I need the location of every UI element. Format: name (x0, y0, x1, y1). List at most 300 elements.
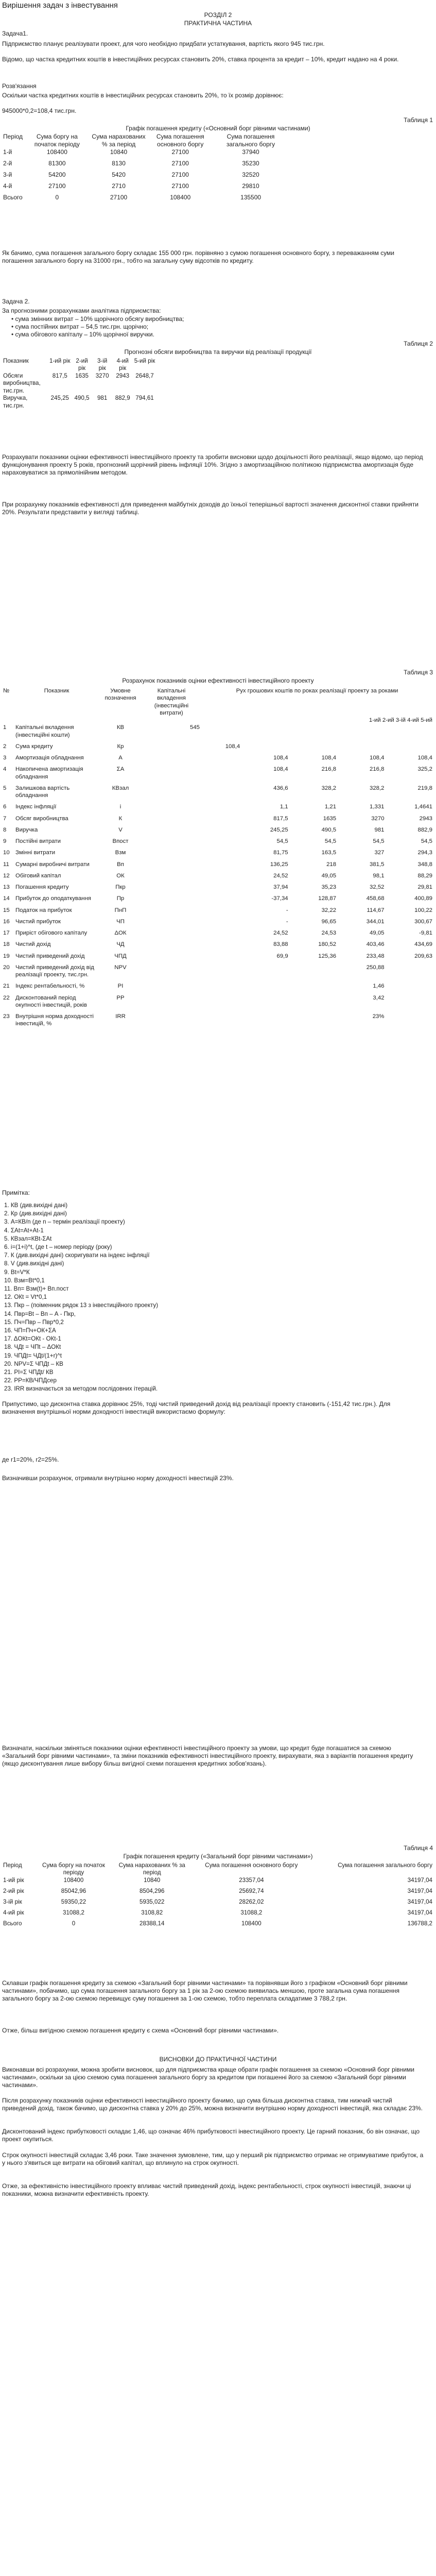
table-cell: 37940 (242, 148, 259, 156)
table2-header-cell: Показник (3, 358, 29, 364)
table-cell: 2943 (116, 372, 130, 379)
table-cell: 10840 (144, 1876, 161, 1884)
table-cell: Внутрішня норма доходності інвестицій, % (15, 1013, 94, 1027)
table-cell: Сумарні виробничі витрати (15, 861, 90, 868)
note-item: 4. ΣАt=Аt+Аt-1 (4, 1227, 44, 1234)
bullet-dot-icon: • (11, 331, 15, 338)
table-cell: 1,21 (324, 804, 337, 810)
table2-header-cell: 2-ий рік (76, 358, 88, 372)
table-cell: 1,46 (373, 983, 385, 990)
table-cell: Чистий прибуток (15, 918, 61, 925)
table-cell: 83,88 (273, 941, 288, 948)
table3-header-cell: Умовне позначення (104, 688, 136, 702)
table-cell (337, 724, 385, 743)
table-cell (201, 907, 241, 918)
table-cell: 108,4 (370, 755, 385, 761)
table2-caption: Таблиця 2 (404, 340, 433, 347)
table-cell (289, 743, 337, 754)
table1-row (2, 160, 290, 171)
table-cell (337, 743, 385, 754)
table3-row (2, 849, 433, 860)
table-cell (201, 872, 241, 884)
table3-year-header: 1-ий 2-ий 3-ій 4-ий 5-ий (369, 717, 432, 723)
table-cell: 35230 (242, 160, 259, 167)
table-cell: 1,4641 (414, 804, 432, 810)
table-cell (201, 826, 241, 838)
table1-header-cell: Сума нарахованих % за період (92, 133, 146, 148)
bullet-dot-icon: • (11, 315, 15, 323)
table-cell (142, 803, 201, 815)
table-cell: PI (117, 983, 124, 990)
table-cell: 5 (3, 785, 7, 791)
table3-row (2, 724, 433, 743)
note-item: 14. Пвр=Вt – Вп – А - Пкр, (4, 1310, 76, 1317)
table-cell: 1-ий рік (3, 1876, 24, 1884)
table-cell (142, 964, 201, 983)
notes-list (4, 1201, 158, 1394)
table-cell (241, 743, 289, 754)
table-cell (142, 785, 201, 804)
table-cell: 8504,296 (139, 1887, 165, 1894)
table-cell: Пкр (115, 884, 126, 890)
table-cell: 29810 (242, 182, 259, 190)
table3-header-cell: Показник (44, 688, 69, 694)
table-cell (201, 982, 241, 994)
table1-title: Графік погашення кредиту («Основний борг рівними частинами) (126, 125, 310, 132)
table-cell (142, 895, 201, 906)
table-cell: 81300 (48, 160, 66, 167)
table-cell (201, 724, 241, 743)
table-cell: 23357,04 (239, 1876, 264, 1884)
table2-header-row (2, 358, 156, 372)
table-cell: Виручка (15, 826, 38, 833)
table-cell: 11 (3, 861, 9, 868)
table-cell: Податок на прибуток (15, 907, 72, 913)
table-cell: 981 (374, 826, 385, 833)
table-cell: 54,5 (276, 838, 288, 844)
table-cell: 27100 (171, 160, 189, 167)
table-cell: Впост (112, 838, 129, 844)
table2-header-cell: 3-ій рік (97, 358, 108, 372)
table-cell: 294,3 (417, 850, 432, 856)
table-cell: ОК (116, 872, 125, 879)
table-cell (241, 724, 289, 743)
table1-row (2, 148, 290, 160)
table-cell (386, 982, 433, 994)
table-cell: 233,48 (366, 953, 385, 959)
table-cell: 136788,2 (407, 1920, 432, 1927)
table3-row (2, 994, 433, 1013)
table-cell: Капітальні вкладення (інвестиційні кошти) (15, 724, 74, 738)
table-cell: 3270 (95, 372, 109, 379)
table-cell: Індекс інфляції (15, 804, 57, 810)
table3-row (2, 964, 433, 983)
table-cell: Погашення кредиту (15, 884, 69, 890)
table3-header-row (2, 687, 433, 717)
table-cell (142, 815, 201, 826)
table-cell: 458,68 (366, 895, 385, 902)
table-cell (142, 1013, 201, 1032)
table-cell: 108400 (241, 1920, 261, 1927)
table-cell (289, 1013, 337, 1032)
table2-header-cell: 1-ий рік (49, 358, 71, 364)
table-cell: 32520 (242, 171, 259, 178)
table-cell: 10 (3, 850, 10, 856)
solution-text: Оскільки частка кредитних коштів в інвестиційних ресурсах становить 20%, то їх розмір дорівнює: (2, 92, 284, 99)
table1-row (2, 194, 290, 205)
table-cell: ΔОК (114, 930, 127, 936)
paragraph-irr-1: Припустимо, що дисконтна ставка дорівнює 25%, тоді чистий приведений дохід від реалізації проекту становить (-151,42 тис.грн.). Для визначення внутрішньої норми доходності інвестицій використаємо формулу: (2, 1400, 391, 1415)
table-cell: 245,25 (50, 395, 69, 402)
task2-intro: За прогнозними розрахунками аналітика підприємства: (2, 307, 161, 314)
table4-header-cell: Сума погашення загального боргу (338, 1862, 432, 1869)
table-cell: 9 (3, 838, 7, 844)
table-cell: 15 (3, 907, 10, 913)
table-cell: 23% (372, 1013, 385, 1020)
table-cell: Обіговий капітал (15, 872, 61, 879)
note-item: 16. ЧП=Пч+ОК+ΣА (4, 1327, 56, 1334)
conclusion-paragraph-4: Строк окупності інвестицій складає 3,46 роки. Таке значення зумовлене, тим, що у перший рік підприємство отримає не отримуватиме прибуток, а у нього з'явиться ще витрати на обіговий капітал, що вплинуло на строк окупності. (2, 2151, 424, 2166)
note-item: 18. ЧДt = ЧПt – ΔОКt (4, 1344, 61, 1351)
table-cell: 28262,02 (239, 1898, 264, 1905)
table-cell: Виручка, тис.грн. (3, 395, 28, 409)
note-item: 21. PI=Σ ЧПДt/ КВ (4, 1369, 54, 1376)
table-cell: 882,9 (115, 395, 130, 402)
table-cell (142, 826, 201, 838)
table-cell (386, 1013, 433, 1032)
table2 (2, 358, 156, 410)
task2-bullet-text: сума постійних витрат – 54,5 тис.грн. щорічно; (15, 323, 149, 330)
table3-row (2, 929, 433, 941)
irr-formula-line: де r1=20%, r2=25%. (2, 1456, 59, 1463)
table-cell: Приріст обігового капіталу (15, 930, 88, 936)
table3-row (2, 826, 433, 838)
table-cell: Чистий приведений дохід від реалізації проекту, тис.грн. (15, 964, 94, 978)
table3-header-cell: № (3, 688, 10, 694)
note-item: 9. Вt=V*К (4, 1268, 30, 1276)
table-cell: 436,6 (273, 785, 288, 791)
table-cell: 54,5 (373, 838, 385, 844)
table-cell: 163,5 (321, 850, 337, 856)
table4-header-row (2, 1862, 433, 1877)
table-cell: 108,4 (273, 766, 288, 773)
table-cell: 300,67 (414, 918, 432, 925)
table-cell: 209,63 (414, 953, 432, 959)
table-cell: 34197,04 (407, 1887, 432, 1894)
task1-text2: Відомо, що частка кредитних коштів в інвестиційних ресурсах становить 20%, ставка процента за кредит – 10%, кредит надано на 4 роки. (2, 56, 399, 63)
table-cell: 817,5 (52, 372, 67, 379)
table-cell (142, 838, 201, 849)
table-cell: 136,25 (270, 861, 288, 868)
table-cell: А (118, 755, 123, 761)
section-heading: РОЗДІЛ 2 (204, 11, 232, 19)
conclusion-paragraph-3: Дисконтований індекс прибутковості складає 1,46, що означає 46% прибутковості інвестиційного проекту. Це гарний показник, бо він означає, що проект окупиться. (2, 2128, 420, 2143)
table-cell: 27100 (48, 182, 66, 190)
task2-bullet-list (11, 315, 184, 338)
table3-title: Розрахунок показників оцінки ефективності інвестиційного проекту (122, 677, 314, 684)
table-cell: 100,22 (414, 907, 432, 913)
table-cell: 328,2 (370, 785, 385, 791)
table-cell (201, 895, 241, 906)
table-cell (386, 994, 433, 1013)
table-cell (142, 743, 201, 754)
table-cell: Амортизація обладнання (15, 755, 84, 761)
table-cell: Чистий дохід (15, 941, 51, 948)
table-cell: 25692,74 (239, 1887, 264, 1894)
table1-header-cell: Період (3, 133, 23, 140)
table-cell: 348,8 (417, 861, 432, 868)
table3-row (2, 895, 433, 906)
table-cell: 34197,04 (407, 1898, 432, 1905)
note-item: 3. А=КВ/n (де n – термін реалізації проекту) (4, 1218, 125, 1226)
table4 (2, 1862, 433, 1931)
table-cell: Всього (3, 194, 23, 201)
note-item: 22. PP=КВ/ЧПДсер (4, 1377, 57, 1384)
table3-subheader-row (2, 717, 433, 724)
table-cell: 180,52 (318, 941, 337, 948)
table-cell: 32,52 (370, 884, 385, 890)
table-cell: 35,23 (321, 884, 337, 890)
table-cell (289, 994, 337, 1013)
table-cell: 3 (3, 755, 7, 761)
table-cell (142, 994, 201, 1013)
table-cell: 981 (97, 395, 108, 402)
table-cell: 49,05 (370, 930, 385, 936)
table-cell (142, 929, 201, 941)
table-cell (201, 918, 241, 929)
table-cell (142, 861, 201, 872)
table-cell: Дисконтований період окупності інвестицій, років (15, 994, 87, 1008)
note-item: 13. Пкр – (поіменник рядок 13 з інвестиційного проекту) (4, 1302, 159, 1309)
table-cell: 27100 (171, 182, 189, 190)
table3-caption: Таблиця 3 (404, 669, 433, 676)
table4-caption: Таблиця 4 (404, 1844, 433, 1852)
table3-row (2, 918, 433, 929)
table-cell: 328,2 (321, 785, 337, 791)
table-cell: 400,89 (414, 895, 432, 902)
table-cell: 125,36 (318, 953, 337, 959)
table-cell: 22 (3, 994, 10, 1001)
table3-row (2, 861, 433, 872)
table-cell: КВзал (112, 785, 129, 791)
table-cell (142, 754, 201, 766)
table3-row (2, 766, 433, 785)
table-cell: 4 (3, 766, 7, 773)
table-cell: 545 (189, 724, 200, 731)
table4-row (2, 1899, 433, 1909)
table-cell (201, 953, 241, 964)
table-cell: 13 (3, 884, 10, 890)
table3-row (2, 803, 433, 815)
table-cell: 96,65 (321, 918, 337, 925)
task1-label: Задача1. (2, 30, 28, 37)
table-cell: 3-й (3, 171, 12, 178)
table2-title: Прогнозні обсяги виробництва та виручки від реалізації продукції (124, 348, 312, 355)
table-cell: Індекс рентабельності, % (15, 983, 85, 990)
table-cell: 8 (3, 826, 7, 833)
table-cell: 2-ий рік (3, 1887, 24, 1894)
table-cell: Накопичена амортизація обладнання (15, 766, 83, 780)
task2-bullet (11, 331, 184, 338)
table-cell: 108400 (170, 194, 191, 201)
table-cell: 1635 (75, 372, 89, 379)
table-cell: 3270 (371, 815, 385, 822)
table-cell: 108400 (63, 1876, 84, 1884)
table-cell: 29,81 (417, 884, 432, 890)
table-cell: Пр (116, 895, 125, 902)
table-cell: IRR (115, 1013, 126, 1020)
table-cell (142, 941, 201, 952)
table-cell: 20 (3, 964, 10, 971)
table-cell: Всього (3, 1920, 22, 1927)
table-cell: NPV (114, 964, 127, 971)
table-cell: Взм (115, 850, 126, 856)
note-item: 2. Кр (див.вихідні дані) (4, 1210, 67, 1217)
table-cell: 882,9 (417, 826, 432, 833)
table-cell: 216,8 (370, 766, 385, 773)
table-cell: 250,88 (366, 964, 385, 971)
table-cell (142, 766, 201, 785)
table-cell (386, 964, 433, 983)
paragraph-task2-1: Розрахувати показники оцінки ефективності інвестиційного проекту та зробити висновки щодо доцільності його реалізації, якщо відомо, що період функціонування проекту 5 років, прогнозний щорічний рівень інфляції 10%. Згідно з амортизаційною політикою підприємства амортизація буде нараховуватися за прямолінійним методом. (2, 453, 423, 476)
table-cell (142, 907, 201, 918)
table-cell: 34197,04 (407, 1909, 432, 1916)
table2-header-cell: 4-ий рік (116, 358, 129, 372)
table-cell: ЧП (116, 918, 125, 925)
table-cell: 4-й (3, 182, 12, 190)
table-cell: V (118, 826, 123, 833)
table-cell (201, 803, 241, 815)
table-cell (201, 941, 241, 952)
table-cell (142, 982, 201, 994)
table-cell: Сума кредиту (15, 743, 53, 750)
table-cell (241, 1013, 289, 1032)
table1-header-row (2, 133, 290, 148)
table-cell (142, 884, 201, 895)
table-cell: 817,5 (273, 815, 288, 822)
table1-caption: Таблиця 1 (404, 116, 433, 124)
table-cell: 31088,2 (240, 1909, 263, 1916)
table-cell: 135500 (240, 194, 261, 201)
table-cell: К (118, 815, 123, 822)
table-cell: 69,9 (276, 953, 288, 959)
table-cell: 31088,2 (63, 1909, 84, 1916)
table-cell: 344,01 (366, 918, 385, 925)
table-cell: PP (116, 994, 125, 1001)
table-cell (241, 982, 289, 994)
table2-row (2, 395, 156, 410)
task2-bullet-text: сума змінних витрат – 10% щорічного обсягу виробництва; (15, 315, 184, 323)
table-cell: - (286, 918, 288, 925)
table1-header-cell: Сума погашення основного боргу (156, 133, 204, 148)
table4-row (2, 1888, 433, 1899)
table-cell: 54,5 (324, 838, 337, 844)
table-cell: 7 (3, 815, 7, 822)
table-cell: 1635 (323, 815, 337, 822)
table3-row (2, 1013, 433, 1032)
table-cell (201, 861, 241, 872)
table-cell: ЧД (116, 941, 125, 948)
table-cell: 28388,14 (139, 1920, 165, 1927)
table-cell (201, 785, 241, 804)
table-cell: 403,46 (366, 941, 385, 948)
table-cell: 218 (326, 861, 337, 868)
table-cell: 216,8 (321, 766, 337, 773)
table-cell: 108400 (46, 148, 67, 156)
table-cell (201, 929, 241, 941)
table4-row (2, 1877, 433, 1888)
table-cell: ΣА (116, 766, 125, 773)
conclusion-paragraph-1: Виконавши всі розрахунки, можна зробити висновок, що для підприємства краще обрати графік погашення за схемою «Основний борг рівними частинами», оскільки за цією схемою сума погашення загального боргу за кредитом при погашенні його за схемою «Загальний борг рівними частинами». (2, 2066, 415, 2089)
table-cell: 24,52 (273, 930, 288, 936)
paragraph-irr-2: Визначивши розрахунок, отримали внутрішню норму доходності інвестицій 23%. (2, 1475, 234, 1482)
table1-header-cell: Сума погашення загального боргу (226, 133, 275, 148)
paragraph-after-table4-1: Склавши графік погашення кредиту за схемою «Загальний борг рівними частинами» та порівнявши його з графіком «Основний борг рівними частинами», побачимо, що сума погашення загального боргу за 1 рік за 2-ою схемою виявилась меншою, проте загальна сума погашення загального боргу за 2-ою схемою перевищує суму погашення за 1-ою схемою, тобто переплата складатиме 3 788,2 грн. (2, 1979, 408, 2002)
formula-1: 945000*0,2=108,4 тис.грн. (2, 107, 77, 114)
table-cell: 18 (3, 941, 10, 948)
table-cell: 2710 (112, 182, 126, 190)
table-cell: 0 (72, 1920, 76, 1927)
table4-title: Графік погашення кредиту («Загальний борг рівними частинами») (123, 1853, 313, 1860)
table-cell: 114,67 (367, 907, 385, 913)
table3-header-cell: Рух грошових коштів по роках реалізації проекту за роками (236, 688, 398, 694)
table4-header-cell: Сума боргу на початок періоду (42, 1862, 105, 1876)
table3 (2, 687, 433, 1032)
table-cell: 27100 (171, 148, 189, 156)
table-cell (241, 994, 289, 1013)
table3-row (2, 815, 433, 826)
table-cell: 14 (3, 895, 10, 902)
table3-header-cell: Капітальні вкладення (інвестиційні витрати) (154, 688, 189, 716)
table-cell: 490,5 (321, 826, 337, 833)
note-item: 5. КВзал=КВt-ΣАt (4, 1235, 52, 1242)
task2-bullet (11, 315, 184, 323)
table4-header-cell: Сума погашення основного боргу (205, 1862, 298, 1869)
table-cell: 0 (55, 194, 59, 201)
table-cell: 6 (3, 804, 7, 810)
table-cell: 490,5 (74, 395, 90, 402)
table-cell: 3108,82 (141, 1909, 163, 1916)
table-cell (142, 849, 201, 860)
table3-row (2, 872, 433, 884)
table-cell: 5420 (112, 171, 126, 178)
table-cell: Змінні витрати (15, 850, 56, 856)
table-cell (241, 964, 289, 983)
table1 (2, 133, 290, 205)
paragraph-after-table4-2: Отже, більш вигідною схемою погашення кредиту є схема «Основний борг рівними частинами». (2, 2027, 279, 2034)
table3-row (2, 884, 433, 895)
table-cell: 108,4 (321, 755, 337, 761)
table-cell (201, 754, 241, 766)
note-item: 23. IRR визначається за методом послідовних ітерацій. (4, 1385, 158, 1393)
table-cell (201, 884, 241, 895)
table-cell (142, 918, 201, 929)
table-cell: 794,61 (135, 395, 154, 402)
table-cell: 49,05 (321, 872, 337, 879)
table-cell: Прибуток до оподаткування (15, 895, 91, 902)
table3-row (2, 743, 433, 754)
table-cell: -9,81 (419, 930, 432, 936)
task2-bullet-text: сума обігового капіталу – 10% щорічної виручки. (15, 331, 154, 338)
table3-row (2, 941, 433, 952)
section-subtitle: ПРАКТИЧНА ЧАСТИНА (184, 20, 252, 27)
table-cell (201, 964, 241, 983)
note-item: 10. Взм=Вt*0,1 (4, 1277, 45, 1284)
table2-header-cell: 5-ий рік (134, 358, 155, 364)
table-cell (201, 766, 241, 785)
table-cell: 108,4 (225, 743, 240, 750)
table4-row (2, 1909, 433, 1920)
